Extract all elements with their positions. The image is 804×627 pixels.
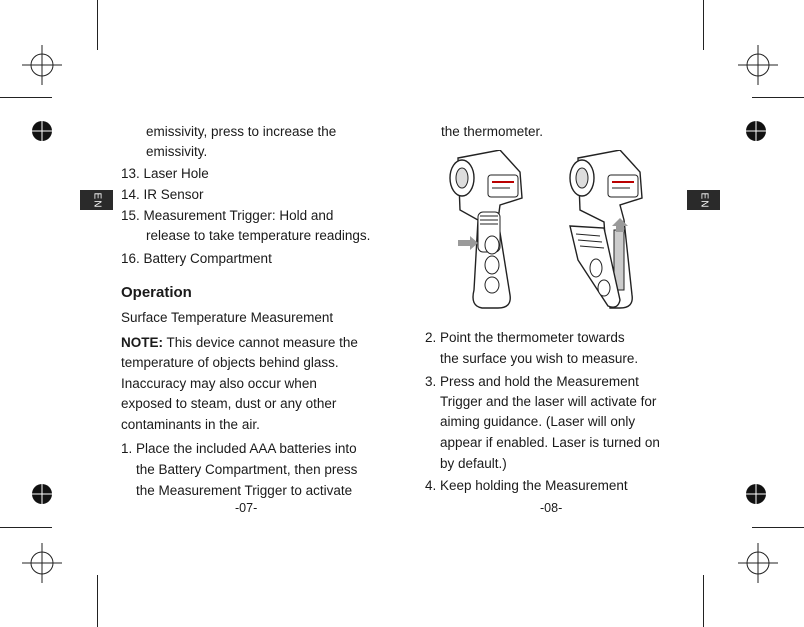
text-line: release to take temperature readings. <box>146 228 371 243</box>
page-number: -07- <box>235 501 258 515</box>
registration-dot-icon <box>31 120 53 142</box>
text-line: appear if enabled. Laser is turned on <box>440 435 660 450</box>
language-tab-label: EN <box>91 192 102 208</box>
crop-mark <box>752 527 804 528</box>
battery-compartment-illustration <box>560 150 670 310</box>
list-item: 3. Press and hold the Measurement <box>425 374 639 389</box>
text-line: by default.) <box>440 456 507 471</box>
list-item: 15. Measurement Trigger: Hold and <box>121 208 334 223</box>
list-item: 14. IR Sensor <box>121 187 204 202</box>
crop-mark <box>703 0 704 50</box>
page-number: -08- <box>540 501 563 515</box>
registration-mark-icon <box>738 543 778 583</box>
section-heading: Operation <box>121 284 192 301</box>
text-line: emissivity. <box>146 144 208 159</box>
crop-mark <box>0 527 52 528</box>
list-item: 2. Point the thermometer towards <box>425 330 625 345</box>
thermometer-trigger-illustration <box>440 150 550 310</box>
text-line: temperature of objects behind glass. <box>121 355 339 370</box>
text-line: Trigger and the laser will activate for <box>440 394 657 409</box>
language-tab-left <box>80 190 113 210</box>
crop-mark <box>97 0 98 50</box>
note-label: NOTE: <box>121 335 163 350</box>
text-line: aiming guidance. (Laser will only <box>440 414 636 429</box>
language-tab-right <box>687 190 720 210</box>
registration-mark-icon <box>738 45 778 85</box>
crop-mark <box>752 97 804 98</box>
registration-dot-icon <box>31 483 53 505</box>
text-line: contaminants in the air. <box>121 417 260 432</box>
registration-mark-icon <box>22 543 62 583</box>
text-line: the Battery Compartment, then press <box>136 462 358 477</box>
registration-dot-icon <box>745 483 767 505</box>
crop-mark <box>703 575 704 627</box>
text-line: the thermometer. <box>441 124 544 139</box>
list-item: 1. Place the included AAA batteries into <box>121 441 357 456</box>
crop-mark <box>0 97 52 98</box>
registration-mark-icon <box>22 45 62 85</box>
registration-dot-icon <box>745 120 767 142</box>
text-line: the Measurement Trigger to activate <box>136 483 353 498</box>
list-item: 4. Keep holding the Measurement <box>425 478 628 493</box>
text-line: the surface you wish to measure. <box>440 351 639 366</box>
list-item: 13. Laser Hole <box>121 166 209 181</box>
note-text: This device cannot measure the <box>163 335 358 350</box>
language-tab-label: EN <box>698 192 709 208</box>
list-item: 16. Battery Compartment <box>121 251 272 266</box>
crop-mark <box>97 575 98 627</box>
subheading: Surface Temperature Measurement <box>121 310 334 325</box>
text-line: exposed to steam, dust or any other <box>121 396 337 411</box>
note-line <box>121 334 358 352</box>
text-line: emissivity, press to increase the <box>146 124 337 139</box>
text-line: Inaccuracy may also occur when <box>121 376 317 391</box>
